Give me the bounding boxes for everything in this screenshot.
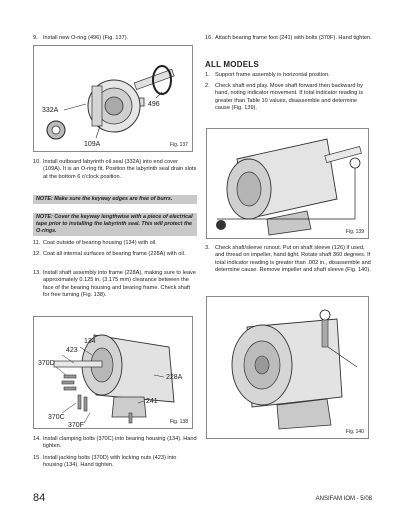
step-11 (33, 240, 197, 247)
step-text: Coat outside of bearing housing (134) with oil. (43, 240, 157, 246)
step-text: Coat all internal surfaces of bearing frame (228A) with oil. (43, 251, 186, 257)
step-number: 3. (205, 245, 210, 251)
step-number: 2. (205, 83, 210, 89)
step-number: 11. (33, 240, 41, 246)
step-16 (205, 35, 372, 42)
step-number: 1. (205, 72, 210, 78)
step-text: Support frame assembly in horizontal position. (215, 72, 330, 78)
note-electrical-tape: NOTE: Cover the keyway lengthwise with a piece of electrical tape prior to installing the labyrinth seal. This will protect the O-rings. (33, 213, 197, 236)
step-number: 15. (33, 455, 41, 461)
step-14 (33, 436, 197, 451)
label-241: 241 (146, 398, 158, 405)
label-109a: 109A (84, 141, 101, 148)
step-text: Attach bearing frame foot (241) with bolts (370F). Hand tighten. (215, 35, 372, 41)
step-number: 12. (33, 251, 41, 257)
figure-140 (206, 296, 369, 439)
step-text: Install clamping bolts (370C) into bearing housing (134). Hand tighten. (43, 436, 197, 450)
step-2 (205, 83, 372, 113)
note-keyway-burrs: NOTE: Make sure the keyway edges are free of burrs. (33, 195, 197, 204)
step-number: 9. (33, 35, 38, 41)
section-heading: ALL MODELS (205, 60, 259, 69)
figure-caption: Fig. 138 (169, 419, 188, 425)
step-15 (33, 455, 197, 470)
step-text: Install outboard labyrinth oil seal (332A) into end cover (109A). It is an O-ring fit. Position the labyrinth seal drain slots at the bottom 6 o'clock position. (43, 159, 197, 180)
label-332a: 332A (42, 107, 59, 114)
step-number: 16. (205, 35, 213, 41)
step-1 (205, 72, 372, 79)
runout-check-illustration (207, 297, 370, 440)
step-12 (33, 251, 197, 258)
step-9 (33, 35, 197, 42)
label-228a: 228A (166, 374, 183, 381)
step-text: Install jacking bolts (370D) with locking nuts (423) into housing (134). Hand tighten. (43, 455, 177, 469)
bearing-frame-illustration (34, 317, 194, 430)
figure-caption: Fig. 140 (345, 429, 364, 435)
step-10 (33, 159, 197, 181)
figure-caption: Fig. 137 (169, 142, 188, 148)
label-134: 134 (84, 338, 96, 345)
label-496: 496 (148, 101, 160, 108)
end-play-check-illustration (207, 129, 370, 240)
step-number: 10. (33, 159, 41, 165)
figure-137 (33, 45, 193, 152)
step-number: 14. (33, 436, 41, 442)
document-id: ANSIFAM IOM - 5/08 (315, 496, 372, 502)
figure-138 (33, 316, 193, 429)
step-text: Check shaft end play. Move shaft forward then backward by hand, noting indicator movement. If total indicator reading is greater than Table 10 values, disassemble and determine cause (Fig. 139). (215, 83, 364, 112)
step-number: 13. (33, 270, 41, 276)
step-text: Install shaft assembly into frame (228A), making sure to leave approximately 0.125 in. (3.175 mm) clearance between the face of the bearing housing and bearing frame. Check shaft for free turning (Fig. 138). (43, 270, 196, 299)
page-number: 84 (33, 492, 46, 504)
figure-caption: Fig. 139 (345, 229, 364, 235)
step-13 (33, 270, 197, 300)
label-370c: 370C (48, 414, 65, 421)
label-370d: 370D (38, 360, 55, 367)
label-370f: 370F (68, 422, 84, 429)
figure-139 (206, 128, 369, 239)
step-text: Install new O-ring (496) (Fig. 137). (43, 35, 129, 41)
step-3 (205, 245, 372, 275)
shaft-end-cover-illustration (34, 46, 194, 153)
label-423: 423 (66, 347, 78, 354)
step-text: Check shaft/sleeve runout. Put on shaft sleeve (126) if used, and thread on impeller, hand tight. Rotate shaft 360 degrees. If total indicator reading is greater than .002 in., disassemble and determine cause. Remove impeller and shaft sleeve (Fig. 140). (215, 245, 371, 274)
